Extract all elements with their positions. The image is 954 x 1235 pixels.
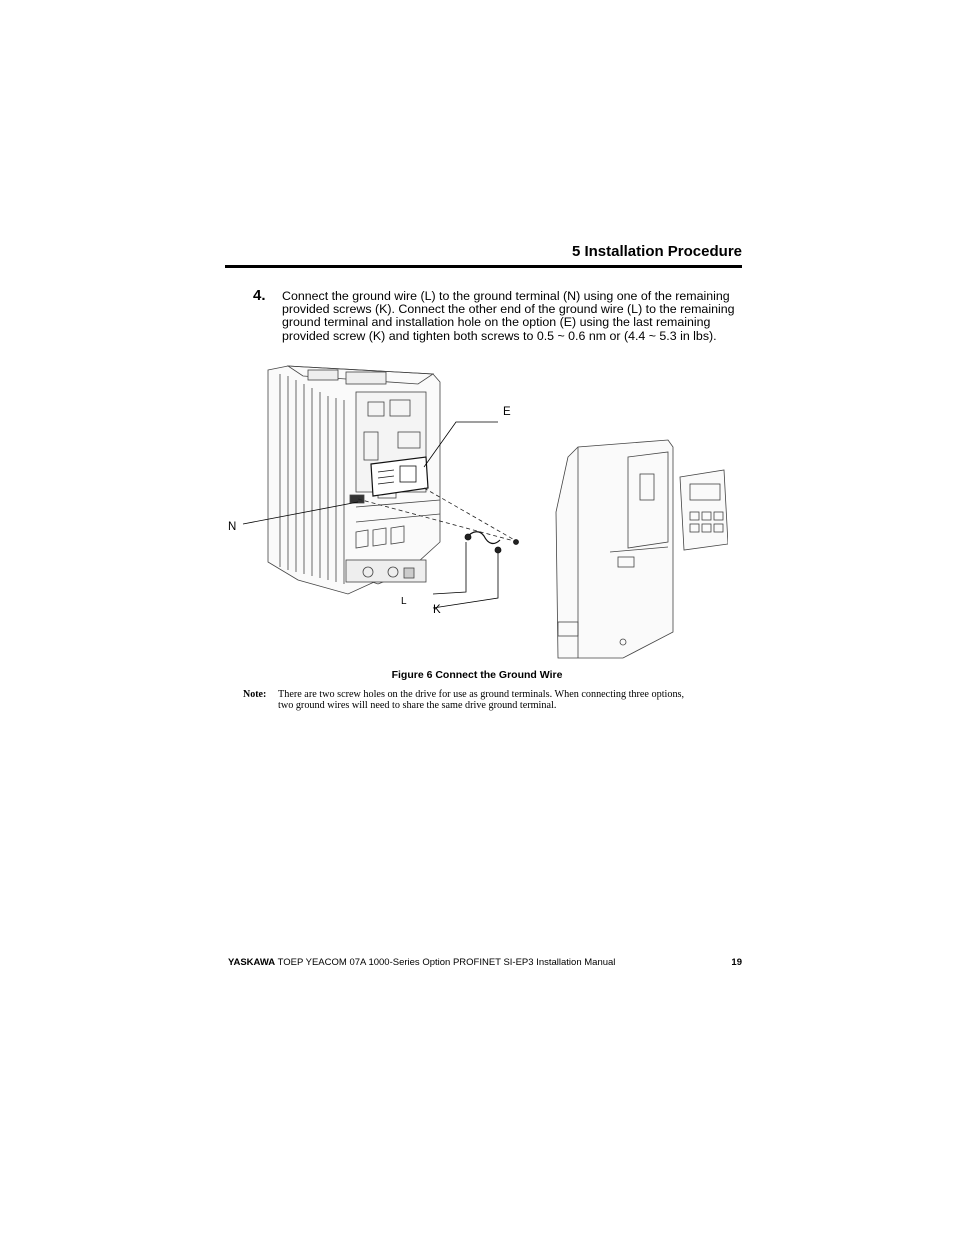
footer-brand: YASKAWA: [228, 957, 276, 968]
ground-wire-diagram: [228, 362, 728, 667]
drive-cover: [556, 440, 673, 658]
callout-l: L: [401, 596, 407, 607]
figure-illustration: [228, 362, 728, 672]
page-number: 19: [731, 957, 742, 968]
note-label: Note:: [243, 689, 267, 700]
note-text: There are two screw holes on the drive for use as ground terminals. When connecting three options, two ground wires will need to share the same drive ground terminal.: [278, 689, 685, 712]
callout-e: E: [503, 406, 511, 418]
callout-n: N: [228, 521, 237, 533]
footer-manual-title: TOEP YEACOM 07A 1000-Series Option PROFINET SI-EP3 Installation Manual: [275, 957, 616, 968]
footer-title: [228, 957, 615, 968]
figure-caption: Figure 6 Connect the Ground Wire: [391, 669, 563, 681]
header-rule: [225, 265, 742, 268]
keypad: [680, 470, 728, 550]
section-title: 5 Installation Procedure: [571, 243, 742, 260]
step-text: Connect the ground wire (L) to the ground terminal (N) using one of the remaining provided screws (K). Connect the other end of the ground wire (L) to the remaining ground terminal and installation hole on the option (E) using the last remaining provided screw (K) and tighten both screws to 0.5 ~ 0.6 nm or (4.4 ~ 5.3 in lbs).: [282, 289, 735, 343]
callout-k: K: [433, 604, 441, 616]
step-number: 4.: [253, 287, 266, 304]
